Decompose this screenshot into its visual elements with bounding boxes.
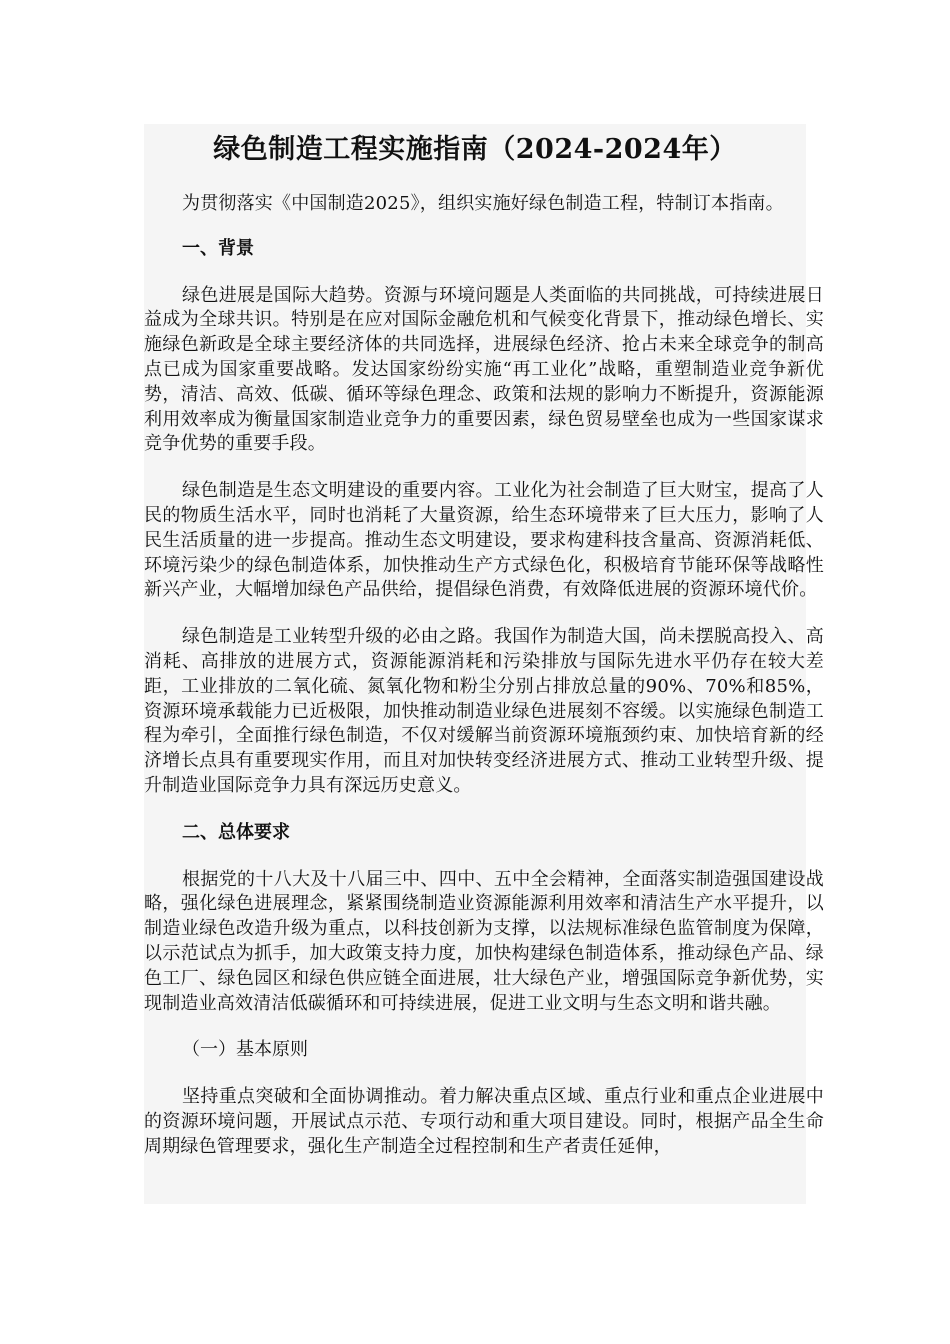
requirements-paragraph: 根据党的十八大及十八届三中、四中、五中全会精神，全面落实制造强国建设战略，强化绿色进展理念，紧紧围绕制造业资源能源利用效率和清洁生产水平提升，以制造业绿色改造升级为重点，以科技创新为支撑，以法规标准绿色监管制度为保障，以示范试点为抓手，加大政策支持力度，加快构建绿色制造体系，推动绿色产品、绿色工厂、绿色园区和绿色供应链全面进展，壮大绿色产业，增强国际竞争新优势，实现制造业高效清洁低碳循环和可持续进展，促进工业文明与生态文明和谐共融。 (144, 868, 824, 1014)
background-paragraph-1: 绿色进展是国际大趋势。资源与环境问题是人类面临的共同挑战，可持续进展日益成为全球共识。特别是在应对国际金融危机和气候变化背景下，推动绿色增长、实施绿色新政是全球主要经济体的共同选择，进展绿色经济、抢占未来全球竞争的制高点已成为国家重要战略。发达国家纷纷实施“再工业化”战略，重塑制造业竞争新优势，清洁、高效、低碳、循环等绿色理念、政策和法规的影响力不断提升，资源能源利用效率成为衡量国家制造业竞争力的重要因素，绿色贸易壁垒也成为一些国家谋求竞争优势的重要手段。 (144, 284, 824, 455)
section-heading-requirements: 二、总体要求 (182, 821, 290, 843)
intro-paragraph: 为贯彻落实《中国制造2025》，组织实施好绿色制造工程，特制订本指南。 (182, 193, 784, 214)
document-body (144, 130, 824, 1160)
document-title: 绿色制造工程实施指南（2024-2024年） (213, 134, 737, 165)
background-paragraph-2: 绿色制造是生态文明建设的重要内容。工业化为社会制造了巨大财宝，提高了人民的物质生活水平，同时也消耗了大量资源，给生态环境带来了巨大压力，影响了人民生活质量的进一步提高。推动生态文明建设，要求构建科技含量高、资源消耗低、环境污染少的绿色制造体系，加快推动生产方式绿色化，积极培育节能环保等战略性新兴产业，大幅增加绿色产品供给，提倡绿色消费，有效降低进展的资源环境代价。 (144, 480, 824, 601)
subsection-heading-principles: （一）基本原则 (182, 1039, 308, 1061)
principles-paragraph: 坚持重点突破和全面协调推动。着力解决重点区域、重点行业和重点企业进展中的资源环境问题，开展试点示范、专项行动和重大项目建设。同时，根据产品全生命周期绿色管理要求，强化生产制造全过程控制和生产者责任延伸， (144, 1086, 824, 1157)
background-paragraph-3: 绿色制造是工业转型升级的必由之路。我国作为制造大国，尚未摆脱高投入、高消耗、高排放的进展方式，资源能源消耗和污染排放与国际先进水平仍存在较大差距，工业排放的二氧化硫、氮氧化物和粉尘分别占排放总量的90%、70%和85%，资源环境承载能力已近极限，加快推动制造业绿色进展刻不容缓。以实施绿色制造工程为牵引，全面推行绿色制造，不仅对缓解当前资源环境瓶颈约束、加快培育新的经济增长点具有重要现实作用，而且对加快转变经济进展方式、推动工业转型升级、提升制造业国际竞争力具有深远历史意义。 (144, 626, 824, 796)
section-heading-background: 一、背景 (182, 237, 254, 259)
